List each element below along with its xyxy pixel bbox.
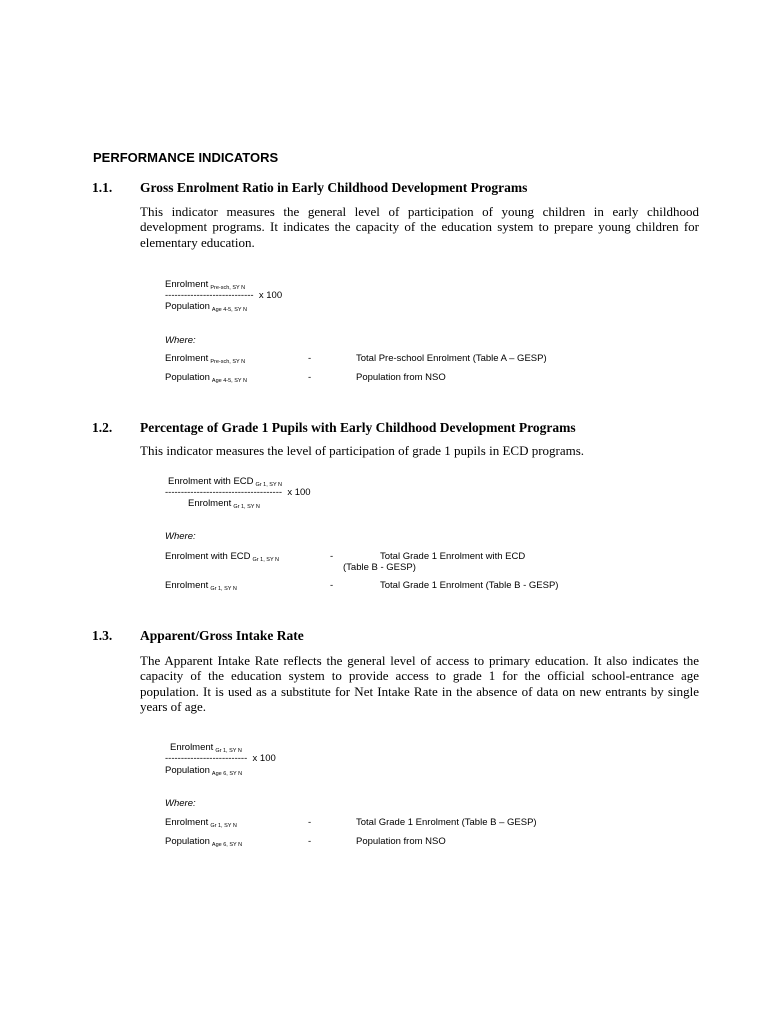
- page-heading: PERFORMANCE INDICATORS: [93, 150, 279, 165]
- definition-term-text: Enrolment: [165, 817, 209, 828]
- section-1-1-number: 1.1.: [92, 180, 113, 195]
- definition-text-continued: (Table B - GESP): [343, 562, 416, 573]
- definition-term: [165, 580, 237, 591]
- formula-denominator: [165, 301, 247, 312]
- formula-denominator: [188, 498, 260, 509]
- definition-term-subscript: Age 4-5, SY N: [211, 378, 247, 384]
- definition-dash: -: [330, 551, 334, 562]
- section-1-3-title: Apparent/Gross Intake Rate: [140, 628, 304, 643]
- definition-term-text: Population: [165, 836, 210, 847]
- formula-denominator-text: Population: [165, 765, 210, 776]
- definition-term: [165, 817, 237, 828]
- definition-text: Total Grade 1 Enrolment (Table B - GESP): [380, 580, 559, 591]
- section-1-2-title: Percentage of Grade 1 Pupils with Early Childhood Development Programs: [140, 420, 576, 435]
- formula-multiplier: x 100: [287, 487, 311, 498]
- formula-denominator-subscript: Gr 1, SY N: [233, 504, 260, 510]
- formula-numerator-text: Enrolment: [170, 742, 214, 753]
- formula-divider: -------------------------------------: [165, 487, 283, 498]
- definition-term-text: Enrolment: [165, 580, 209, 591]
- formula-numerator-subscript: Gr 1, SY N: [215, 748, 242, 754]
- definition-term-text: Enrolment with ECD: [165, 551, 251, 562]
- definition-term-subscript: Age 6, SY N: [211, 842, 243, 848]
- definition-text: Total Pre-school Enrolment (Table A – GESP): [356, 353, 547, 364]
- definition-text: Total Grade 1 Enrolment (Table B – GESP): [356, 817, 537, 828]
- definition-dash: -: [308, 836, 312, 847]
- where-label: Where:: [165, 531, 196, 542]
- formula-multiplier: x 100: [252, 753, 276, 764]
- formula-numerator-text: Enrolment with ECD: [168, 476, 254, 487]
- formula-denominator-text: Enrolment: [188, 498, 232, 509]
- formula-multiplier: x 100: [258, 290, 283, 301]
- definition-term: [165, 551, 279, 562]
- definition-term-text: Enrolment: [165, 353, 209, 364]
- section-1-1-title: Gross Enrolment Ratio in Early Childhood Development Programs: [140, 180, 528, 195]
- definition-term-subscript: Pre-sch, SY N: [210, 359, 246, 365]
- formula-denominator-text: Population: [165, 301, 210, 312]
- formula-numerator-text: Enrolment: [165, 279, 209, 290]
- formula-denominator-subscript: Age 4-5, SY N: [211, 307, 247, 313]
- formula-denominator: [165, 765, 242, 776]
- section-1-3-paragraph: The Apparent Intake Rate reflects the general level of access to primary education. It also indicates the capacity of the education system to provide access to grade 1 for the official school-entrance age population. It is used as a substitute for Net Intake Rate in the absence of data on new entrants by single years of age.: [140, 653, 699, 715]
- definition-term: [165, 372, 247, 383]
- definition-term: [165, 836, 242, 847]
- formula-divider: ----------------------------: [165, 290, 254, 301]
- definition-text: Population from NSO: [356, 836, 446, 847]
- section-1-3-number: 1.3.: [92, 628, 113, 643]
- definition-term-subscript: Gr 1, SY N: [210, 586, 237, 592]
- definition-dash: -: [308, 353, 312, 364]
- formula-numerator-subscript: Gr 1, SY N: [255, 482, 283, 488]
- formula-numerator: [165, 279, 245, 290]
- formula-denominator-subscript: Age 6, SY N: [211, 771, 243, 777]
- definition-text: Total Grade 1 Enrolment with ECD: [380, 551, 526, 562]
- formula-divider-row: [165, 487, 311, 498]
- section-1-2-paragraph: This indicator measures the level of participation of grade 1 pupils in ECD programs.: [140, 443, 585, 458]
- section-1-1-paragraph: This indicator measures the general level of participation of young children in early childhood development programs. It indicates the capacity of the education system to prepare young children for elementary education.: [140, 204, 699, 250]
- definition-term-subscript: Gr 1, SY N: [210, 823, 237, 829]
- definition-term-subscript: Gr 1, SY N: [252, 557, 280, 563]
- formula-numerator: [170, 742, 242, 753]
- section-1-2-number: 1.2.: [92, 420, 113, 435]
- formula-divider-row: [165, 753, 276, 764]
- definition-term-text: Population: [165, 372, 210, 383]
- definition-dash: -: [308, 372, 312, 383]
- formula-divider: --------------------------: [165, 753, 248, 764]
- definition-dash: -: [330, 580, 334, 591]
- where-label: Where:: [165, 335, 196, 346]
- definition-dash: -: [308, 817, 312, 828]
- formula-numerator-subscript: Pre-sch, SY N: [210, 285, 246, 291]
- formula-numerator: [168, 476, 282, 487]
- formula-divider-row: [165, 290, 282, 301]
- definition-text: Population from NSO: [356, 372, 446, 383]
- definition-term: [165, 353, 245, 364]
- where-label: Where:: [165, 798, 196, 809]
